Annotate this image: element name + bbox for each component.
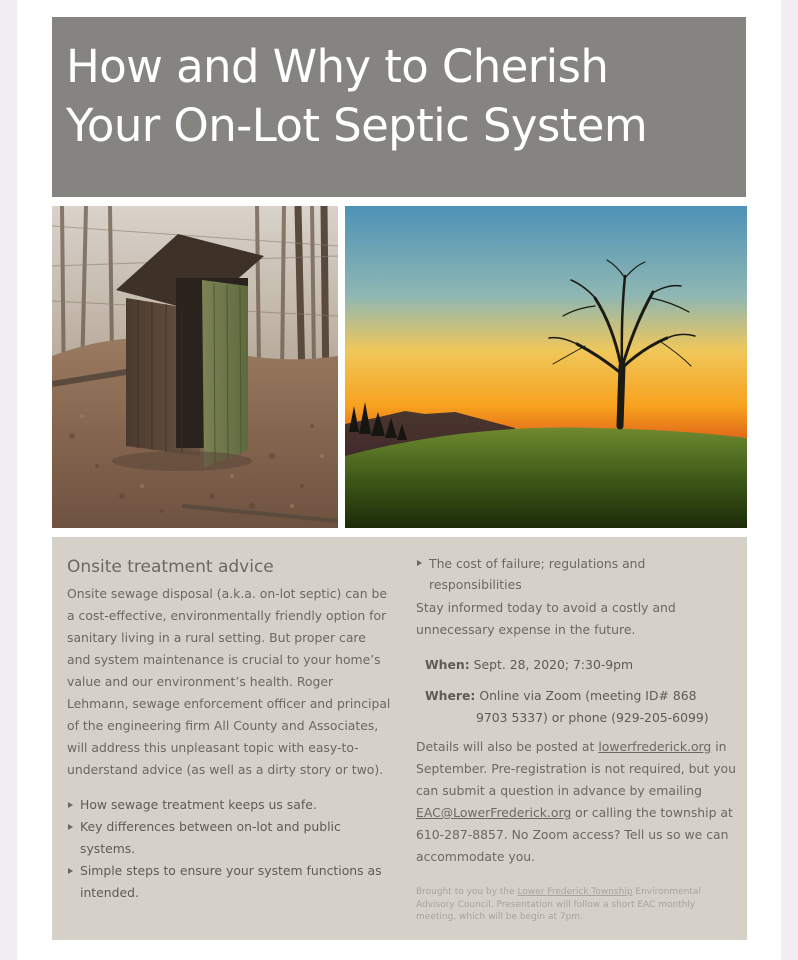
when-value: Sept. 28, 2020; 7:30-9pm [473, 657, 634, 672]
details-text-2: in September. Pre-registration is not required, but you can submit a question in advance by emailing [416, 739, 736, 798]
details-text-1: Details will also be posted at [416, 739, 599, 754]
event-where [416, 685, 736, 729]
credits-note [416, 886, 736, 924]
intro-paragraph: Onsite sewage disposal (a.k.a. on-lot septic) can be a cost-effective, environmentally friendly option for sanitary living in a rural setting. But proper care and system maintenance is crucial to your home’s value and our environment’s health. Roger Lehmann, sewage enforcement officer and principal of the engineering firm All County and Associates, will address this unpleasant topic with easy-to-understand advice (as well as a dirty story or two). [67, 586, 391, 777]
title-line-1: How and Why to Cherish [66, 40, 609, 93]
list-item: Key differences between on-lot and public systems. [67, 816, 393, 860]
township-link[interactable]: Lower Frederick Township [517, 887, 633, 897]
sunset-illustration [345, 206, 747, 528]
title-banner [52, 17, 746, 197]
page-title [66, 37, 746, 155]
email-link[interactable]: EAC@LowerFrederick.org [416, 805, 572, 820]
right-column [416, 553, 736, 924]
credits-text-1: Brought to you by the [416, 887, 518, 897]
where-label: Where: [425, 688, 476, 703]
outhouse-photo [52, 206, 338, 528]
topic-list [67, 794, 393, 904]
title-line-2: Your On-Lot Septic System [66, 99, 648, 152]
website-link[interactable]: lowerfrederick.org [598, 739, 712, 754]
left-column [67, 554, 393, 904]
event-when [416, 654, 736, 676]
stay-informed-text: Stay informed today to avoid a costly and unnecessary expense in the future. [416, 600, 676, 637]
section-heading: Onsite treatment advice [67, 557, 274, 577]
where-value-line-2: 9703 5337) or phone (929-205-6099) [476, 710, 709, 725]
list-item: How sewage treatment keeps us safe. [67, 794, 393, 816]
credits-text-2: Environmental Advisory Council. Presentation will follow a short EAC monthly meeting, which will be begin at 7pm. [416, 887, 701, 922]
list-item: Simple steps to ensure your system functions as intended. [67, 860, 393, 904]
where-value-line-1: Online via Zoom (meeting ID# 868 [479, 688, 697, 703]
details-paragraph [416, 736, 736, 868]
outhouse-illustration [52, 206, 338, 528]
sunset-photo [345, 206, 747, 528]
details-text-3: or calling the township at 610-287-8857. No Zoom access? Tell us so we can accommodate you. [416, 805, 733, 864]
list-item: The cost of failure; regulations and responsibilities [416, 553, 736, 595]
when-label: When: [425, 657, 470, 672]
